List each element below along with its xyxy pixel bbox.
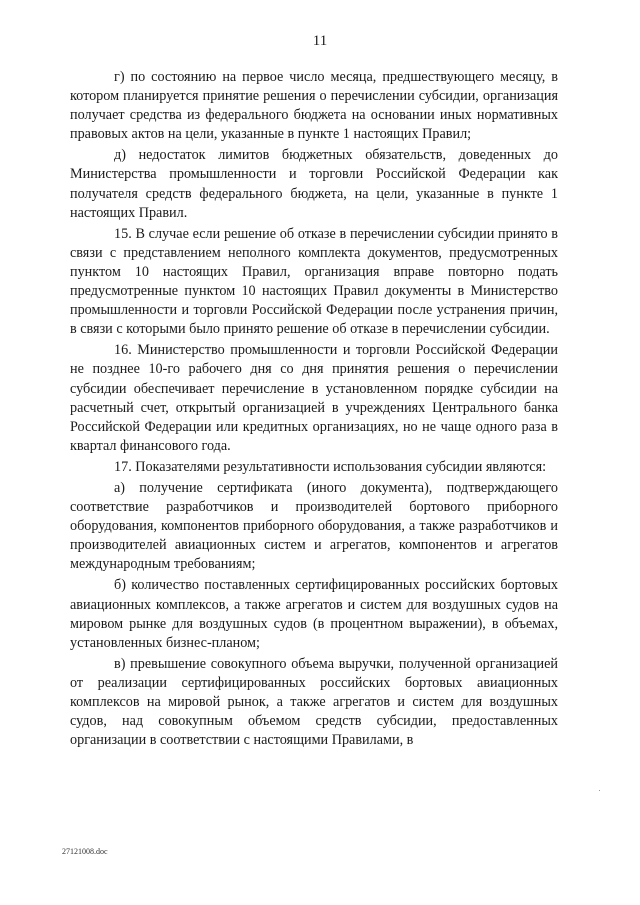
page-number: 11 — [312, 33, 328, 49]
paragraph-item-15: 15. В случае если решение об отказе в перечислении субсидии принято в связи с представлением неполного комплекта документов, предусмотренных пунктом 10 настоящих Правил, организация вправе повторно подать предусмотренные пунктом 10 настоящих Правил документы в Министерство промышленности и торговли Российской Федерации после устранения причин, в связи с которыми было принято решение об отказе в перечислении субсидии. — [70, 225, 558, 338]
document-body — [70, 68, 558, 750]
paragraph-item-17: 17. Показателями результативности использования субсидии являются: — [114, 458, 547, 475]
paragraph-subitem-a: а) получение сертификата (иного документа), подтверждающего соответствие разработчиков и производителей бортового приборного оборудования, компонентов приборного оборудования, а также разработчиков и производителей авиационных систем и агрегатов, компонентов и агрегатов международным требованиям; — [70, 479, 558, 573]
scan-speck — [599, 790, 600, 791]
paragraph-item-16: 16. Министерство промышленности и торговли Российской Федерации не позднее 10-го рабочего дня со дня принятия решения о перечислении субсидии обеспечивает перечисление в установленном порядке субсидии на расчетный счет, открытый организацией в учреждениях Центрального банка Российской Федерации или кредитных организациях, но не чаще одного раза в квартал финансового года. — [70, 342, 558, 454]
paragraph-subitem-d: д) недостаток лимитов бюджетных обязательств, доведенных до Министерства промышленности и торговли Российской Федерации как получателя средств федерального бюджета, на цели, указанные в пункте 1 настоящих Правил. — [70, 147, 558, 221]
document-file-code: 27121008.doc — [62, 847, 108, 856]
paragraph-subitem-g: г) по состоянию на первое число месяца, предшествующего месяцу, в котором планируется принятие решения о перечислении субсидии, организация получает средства из федерального бюджета на основании иных нормативных правовых актов на цели, указанные в пункте 1 настоящих Правил; — [70, 69, 558, 143]
paragraph-subitem-v: в) превышение совокупного объема выручки, полученной организацией от реализации сертифицированных российских бортовых авиационных комплексов на мировой рынок, а также агрегатов и систем для воздушных судов, над совокупным объемом средств субсидии, предоставленных организации в соответствии с настоящими Правилами, в — [70, 655, 558, 749]
paragraph-subitem-b: б) количество поставленных сертифицированных российских бортовых авиационных комплексов, а также агрегатов и систем для воздушных судов на мировом рынке для воздушных судов (в процентном выражении), в объемах, установленных бизнес-планом; — [70, 577, 558, 651]
